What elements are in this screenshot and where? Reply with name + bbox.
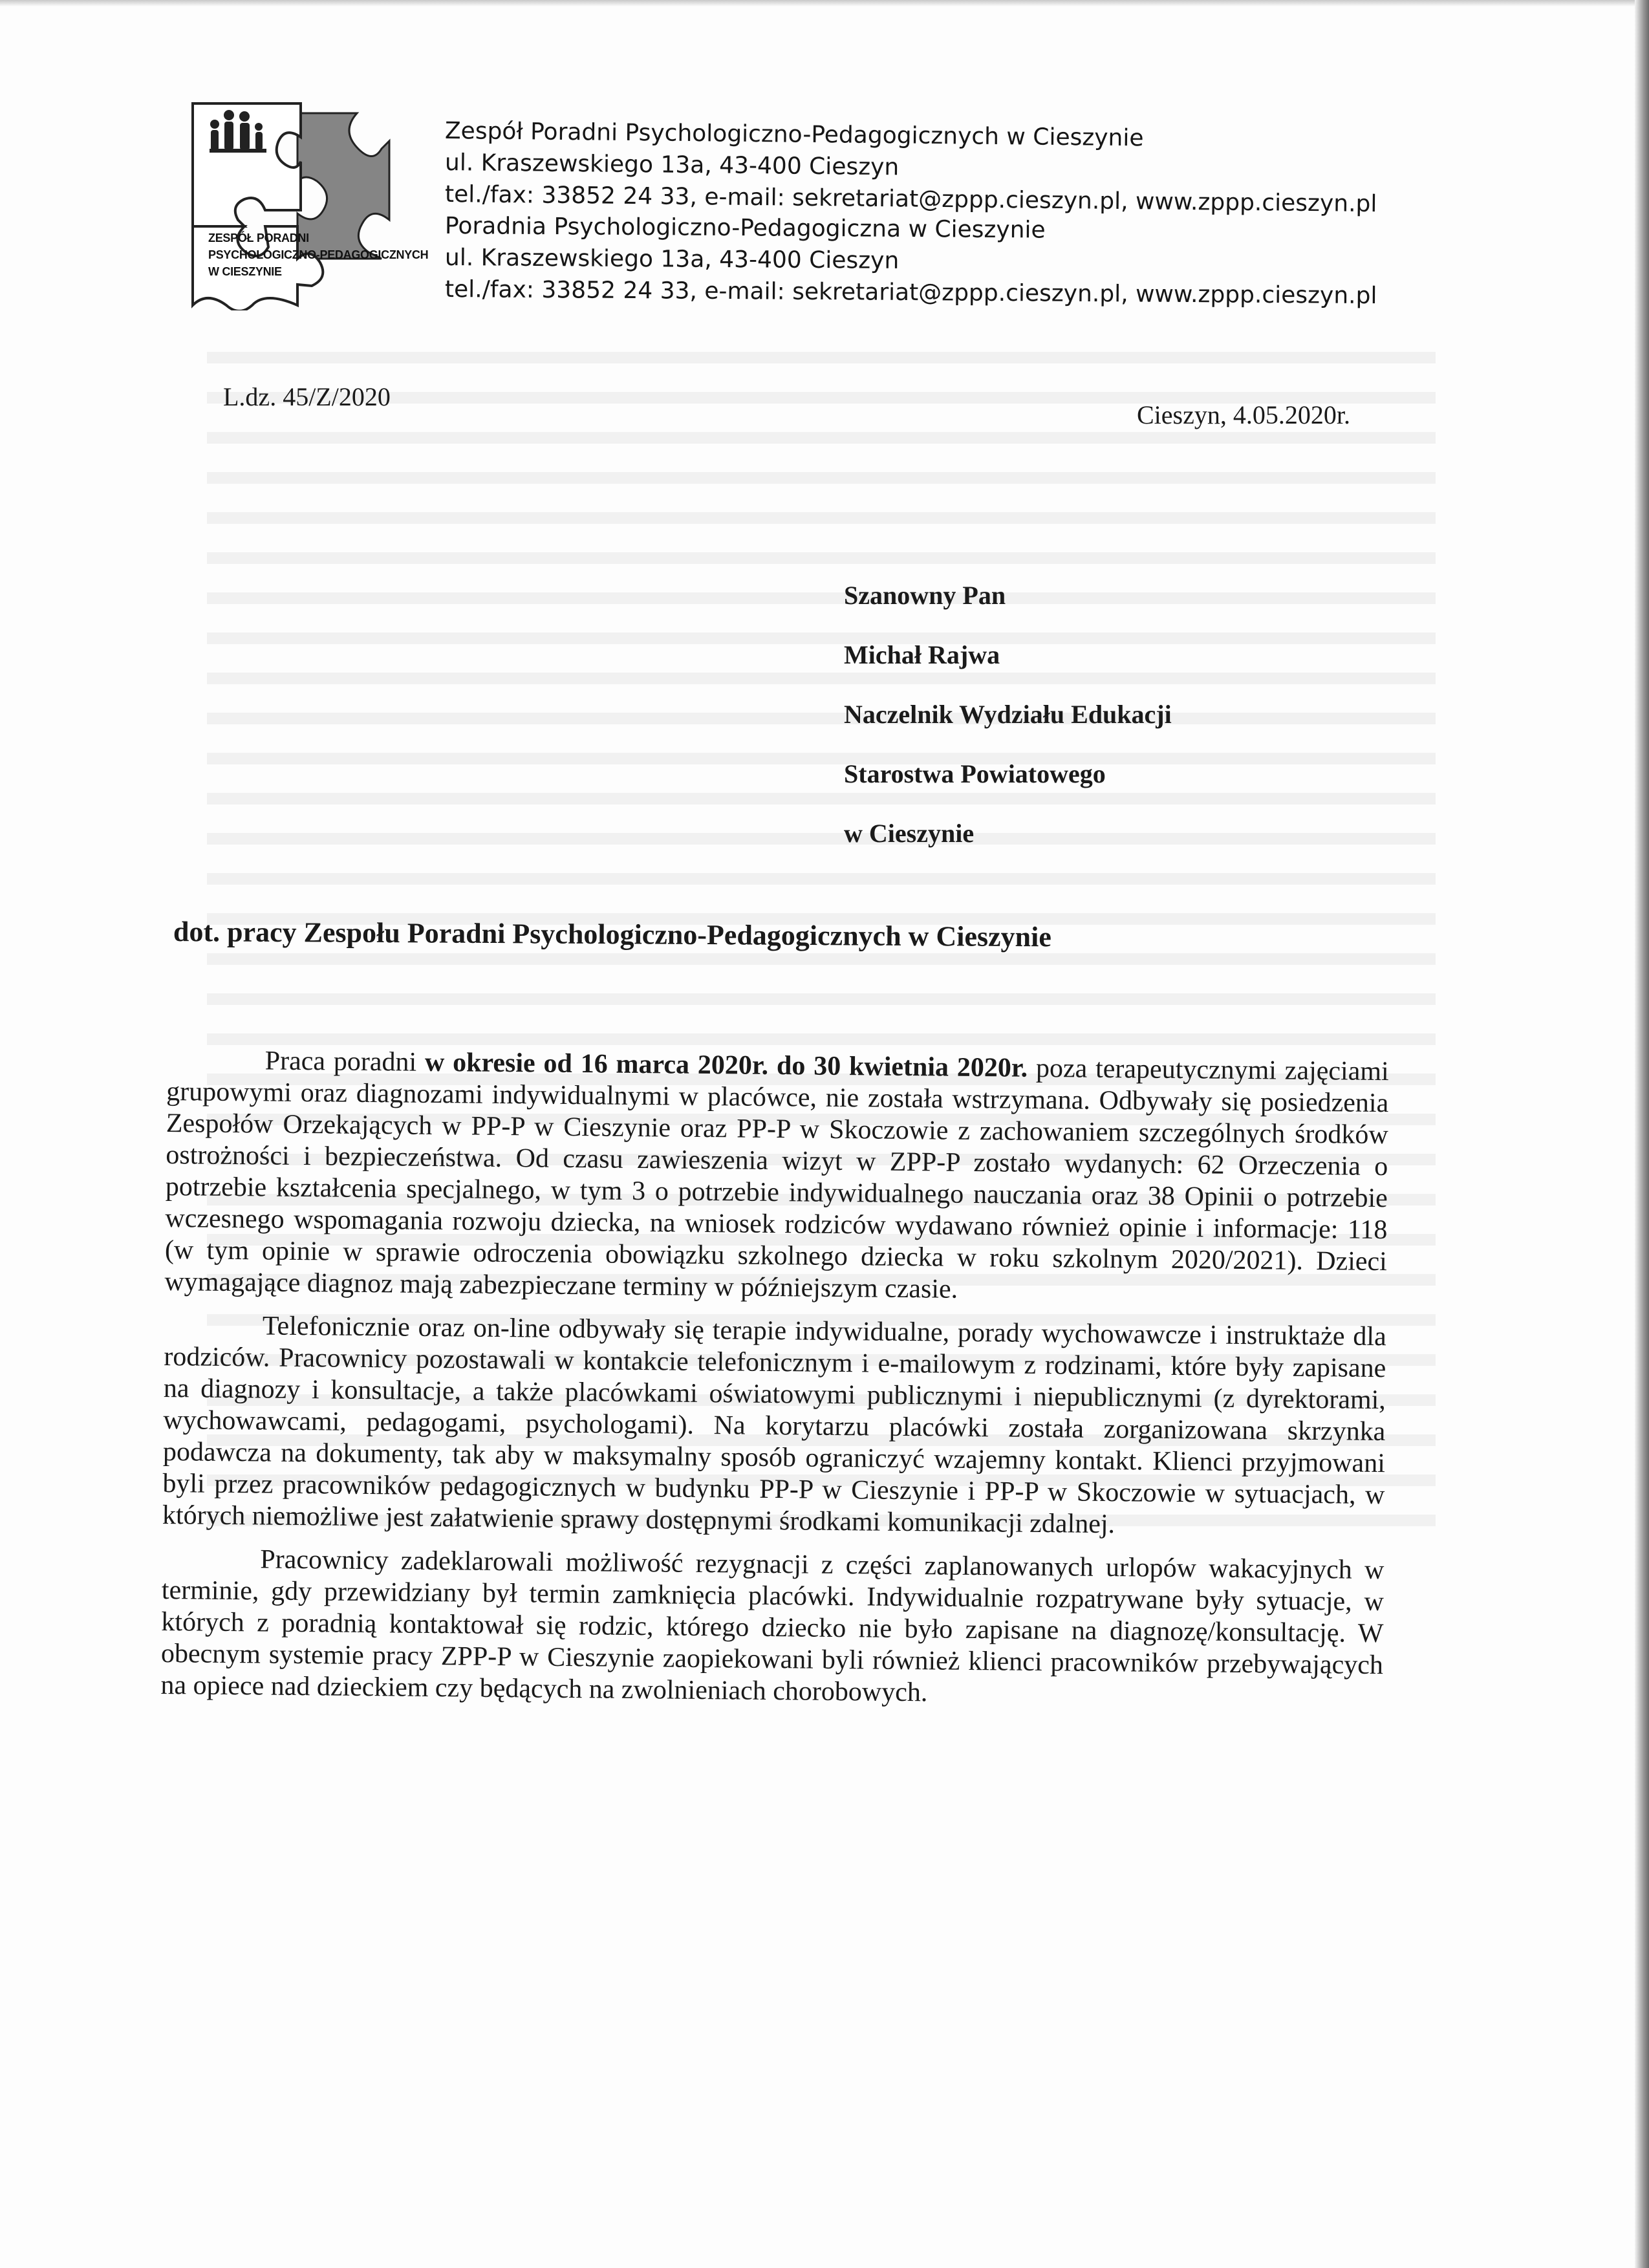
addressee-line: Naczelnik Wydziału Edukacji xyxy=(844,700,1172,729)
letter-body xyxy=(160,1044,1389,1725)
letterhead-line: ul. Kraszewskiego 13a, 43-400 Cieszyn xyxy=(444,149,900,181)
body-paragraph xyxy=(164,1044,1389,1310)
body-paragraph: Telefonicznie oraz on-line odbywały się terapie indywidualne, porady wychowawcze i instruktaże dla rodziców. Pracownicy pozostawali w kontakcie telefonicznym i e-mailowym z rodzinami, które były zapisane na diagnozy i konsultacje, a także placówkami oświatowymi publicznymi i niepublicznymi (z dyrektorami, wychowawcami, pedagogami, psychologami). Na korytarzu placówki została zorganizowana skrzynka podawcza na dokumenty, tak aby w maksymalny sposób ograniczyć wzajemny kontakt. Klienci przyjmowani byli przez pracowników pedagogicznych w budynku PP-P w Cieszynie i PP-P w Skoczowie w sytuacjach, w których niemożliwe jest załatwienie sprawy dostępnymi środkami komunikacji zdalnej. xyxy=(162,1311,1386,1540)
body-period: w okresie od 16 marca 2020r. do 30 kwietnia 2020r. xyxy=(424,1047,1028,1083)
reference-number: L.dz. 45/Z/2020 xyxy=(223,382,391,411)
addressee-line: w Cieszynie xyxy=(844,819,975,848)
body-intro: Praca poradni xyxy=(264,1046,417,1077)
letterhead-line: Zespół Poradni Psychologiczno-Pedagogicznych w Cieszynie xyxy=(444,118,1144,152)
scan-top-edge xyxy=(0,0,1649,6)
logo-text xyxy=(208,230,428,280)
body-paragraph: Pracownicy zadeklarowali możliwość rezygnacji z części zaplanowanych urlopów wakacyjnych w terminie, gdy przewidziany był termin zamknięcia placówki. Indywidualnie rozpatrywane były sytuacje, w których z poradnią kontaktował się rodzic, którego dziecko nie było zapisane na diagnozę/konsultację. W obecnym systemie pracy ZPP-P w Cieszynie zaopiekowani byli również klienci pracowników przebywających na opiece nad dzieckiem czy będących na zwolnieniach chorobowych. xyxy=(160,1544,1385,1708)
addressee-block xyxy=(844,566,1172,863)
letter-date: Cieszyn, 4.05.2020r. xyxy=(1137,400,1350,429)
scan-right-edge xyxy=(1635,0,1649,2268)
addressee-line: Starostwa Powiatowego xyxy=(844,759,1106,788)
body-text: poza terapeutycznymi zajęciami grupowymi oraz diagnozami indywidualnymi w placówce, nie została wstrzymana. Odbywały się posiedzenia Zespołów Orzekających w PP-P w Cieszynie oraz PP-P w Skoczowie z zachowaniem szczególnych środków ostrożności i bezpieczeństwa. Od czasu zawieszenia wizyt w ZPP-P zostało wydanych: 62 Orzeczenia o potrzebie kształcenia specjalnego, w tym 3 o potrzebie indywidualnego nauczania oraz 38 Opinii o potrzebie wczesnego wspomagania rozwoju dziecka, na wniosek rodziców wydawano również opinie i informacje: 118 (w tym opinie w sprawie odroczenia obowiązku szkolnego dziecka w roku szkolnym 2020/2021). Dzieci wymagające diagnoz mają zabezpieczane terminy w późniejszym czasie. xyxy=(164,1053,1389,1304)
letterhead-line: Poradnia Psychologiczno-Pedagogiczna w Cieszynie xyxy=(444,213,1046,244)
letterhead-line: tel./fax: 33852 24 33, e-mail: sekretariat@zppp.cieszyn.pl, www.zppp.cieszyn.pl xyxy=(444,181,1377,218)
letterhead-line: tel./fax: 33852 24 33, e-mail: sekretariat@zppp.cieszyn.pl, www.zppp.cieszyn.pl xyxy=(444,276,1377,310)
subject-line: dot. pracy Zespołu Poradni Psychologiczno-Pedagogicznych w Cieszynie xyxy=(173,916,1051,953)
logo-text-line: ZESPÓŁ PORADNI xyxy=(208,232,309,244)
logo-text-line: PSYCHOLOGICZNO-PEDAGOGICZNYCH xyxy=(208,248,429,261)
letterhead-line: ul. Kraszewskiego 13a, 43-400 Cieszyn xyxy=(444,244,900,274)
letterhead xyxy=(444,115,1415,310)
addressee-line: Szanowny Pan xyxy=(844,581,1006,610)
logo-text-line: W CIESZYNIE xyxy=(208,265,282,278)
addressee-line: Michał Rajwa xyxy=(844,640,1000,669)
